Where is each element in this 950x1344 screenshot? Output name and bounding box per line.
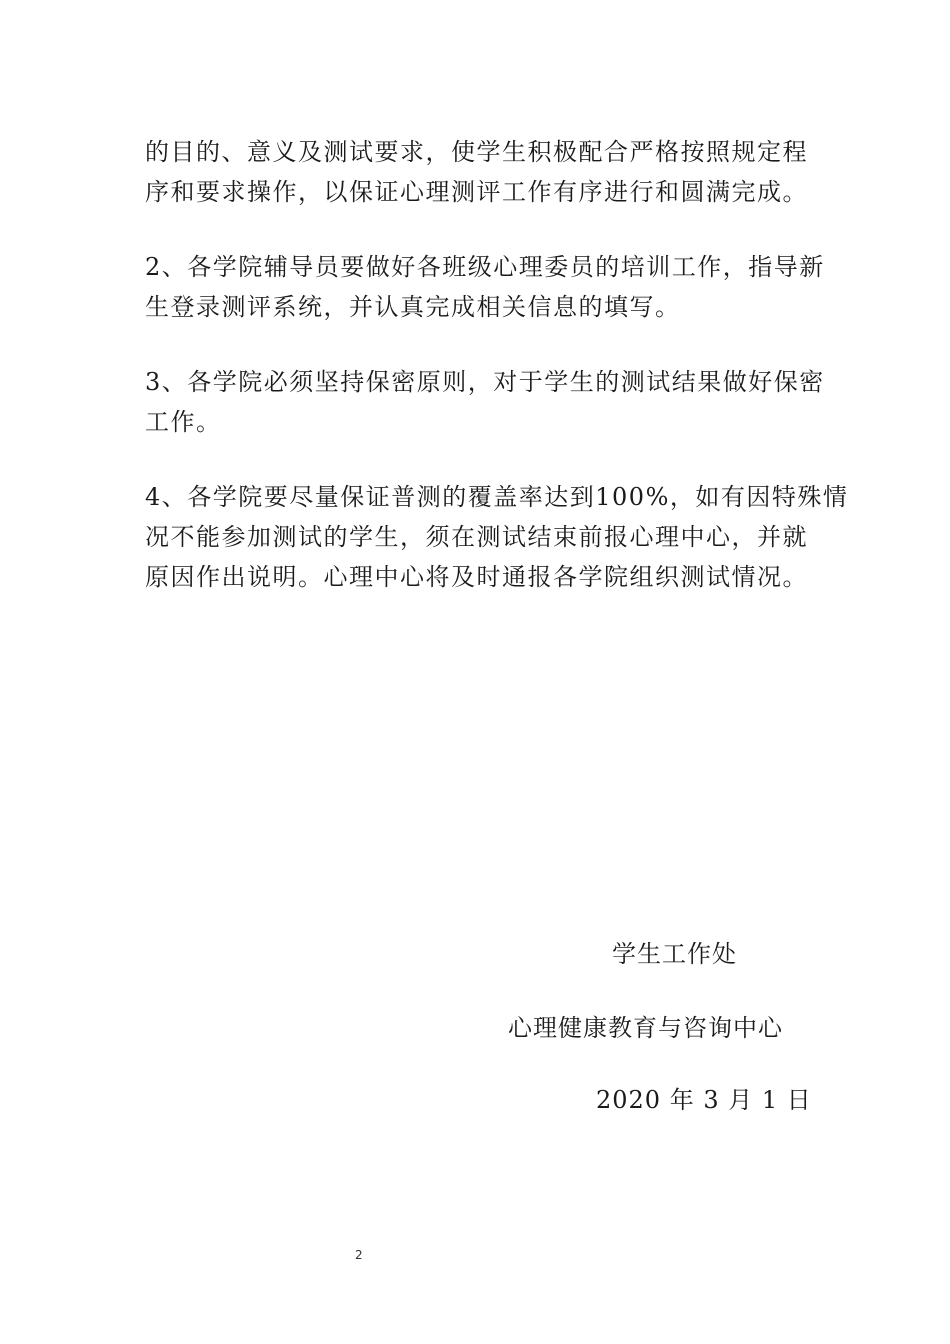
signature-department: 学生工作处 xyxy=(612,940,737,968)
paragraph-line: 工作。 xyxy=(145,408,222,436)
paragraph-line: 况不能参加测试的学生，须在测试结束前报心理中心，并就 xyxy=(145,523,808,551)
paragraph-item-4 xyxy=(145,477,849,597)
paragraph-line: 生登录测评系统，并认真完成相关信息的填写。 xyxy=(145,293,681,321)
paragraph-line: 序和要求操作，以保证心理测评工作有序进行和圆满完成。 xyxy=(145,178,808,206)
paragraph-item-2 xyxy=(145,247,825,327)
page-number: 2 xyxy=(355,1248,363,1262)
paragraph-item-3 xyxy=(145,362,825,442)
signature-date: 2020 年 3 月 1 日 xyxy=(596,1086,812,1114)
paragraph-line: 3、各学院必须坚持保密原则，对于学生的测试结果做好保密 xyxy=(145,368,825,396)
paragraph-continuation xyxy=(145,132,810,212)
paragraph-line: 4、各学院要尽量保证普测的覆盖率达到100%，如有因特殊情 xyxy=(145,483,849,511)
signature-center: 心理健康教育与咨询中心 xyxy=(508,1014,783,1042)
body-text xyxy=(145,132,849,632)
paragraph-line: 2、各学院辅导员要做好各班级心理委员的培训工作，指导新 xyxy=(145,253,825,281)
paragraph-line: 原因作出说明。心理中心将及时通报各学院组织测试情况。 xyxy=(145,563,808,591)
paragraph-line: 的目的、意义及测试要求，使学生积极配合严格按照规定程 xyxy=(145,138,808,166)
